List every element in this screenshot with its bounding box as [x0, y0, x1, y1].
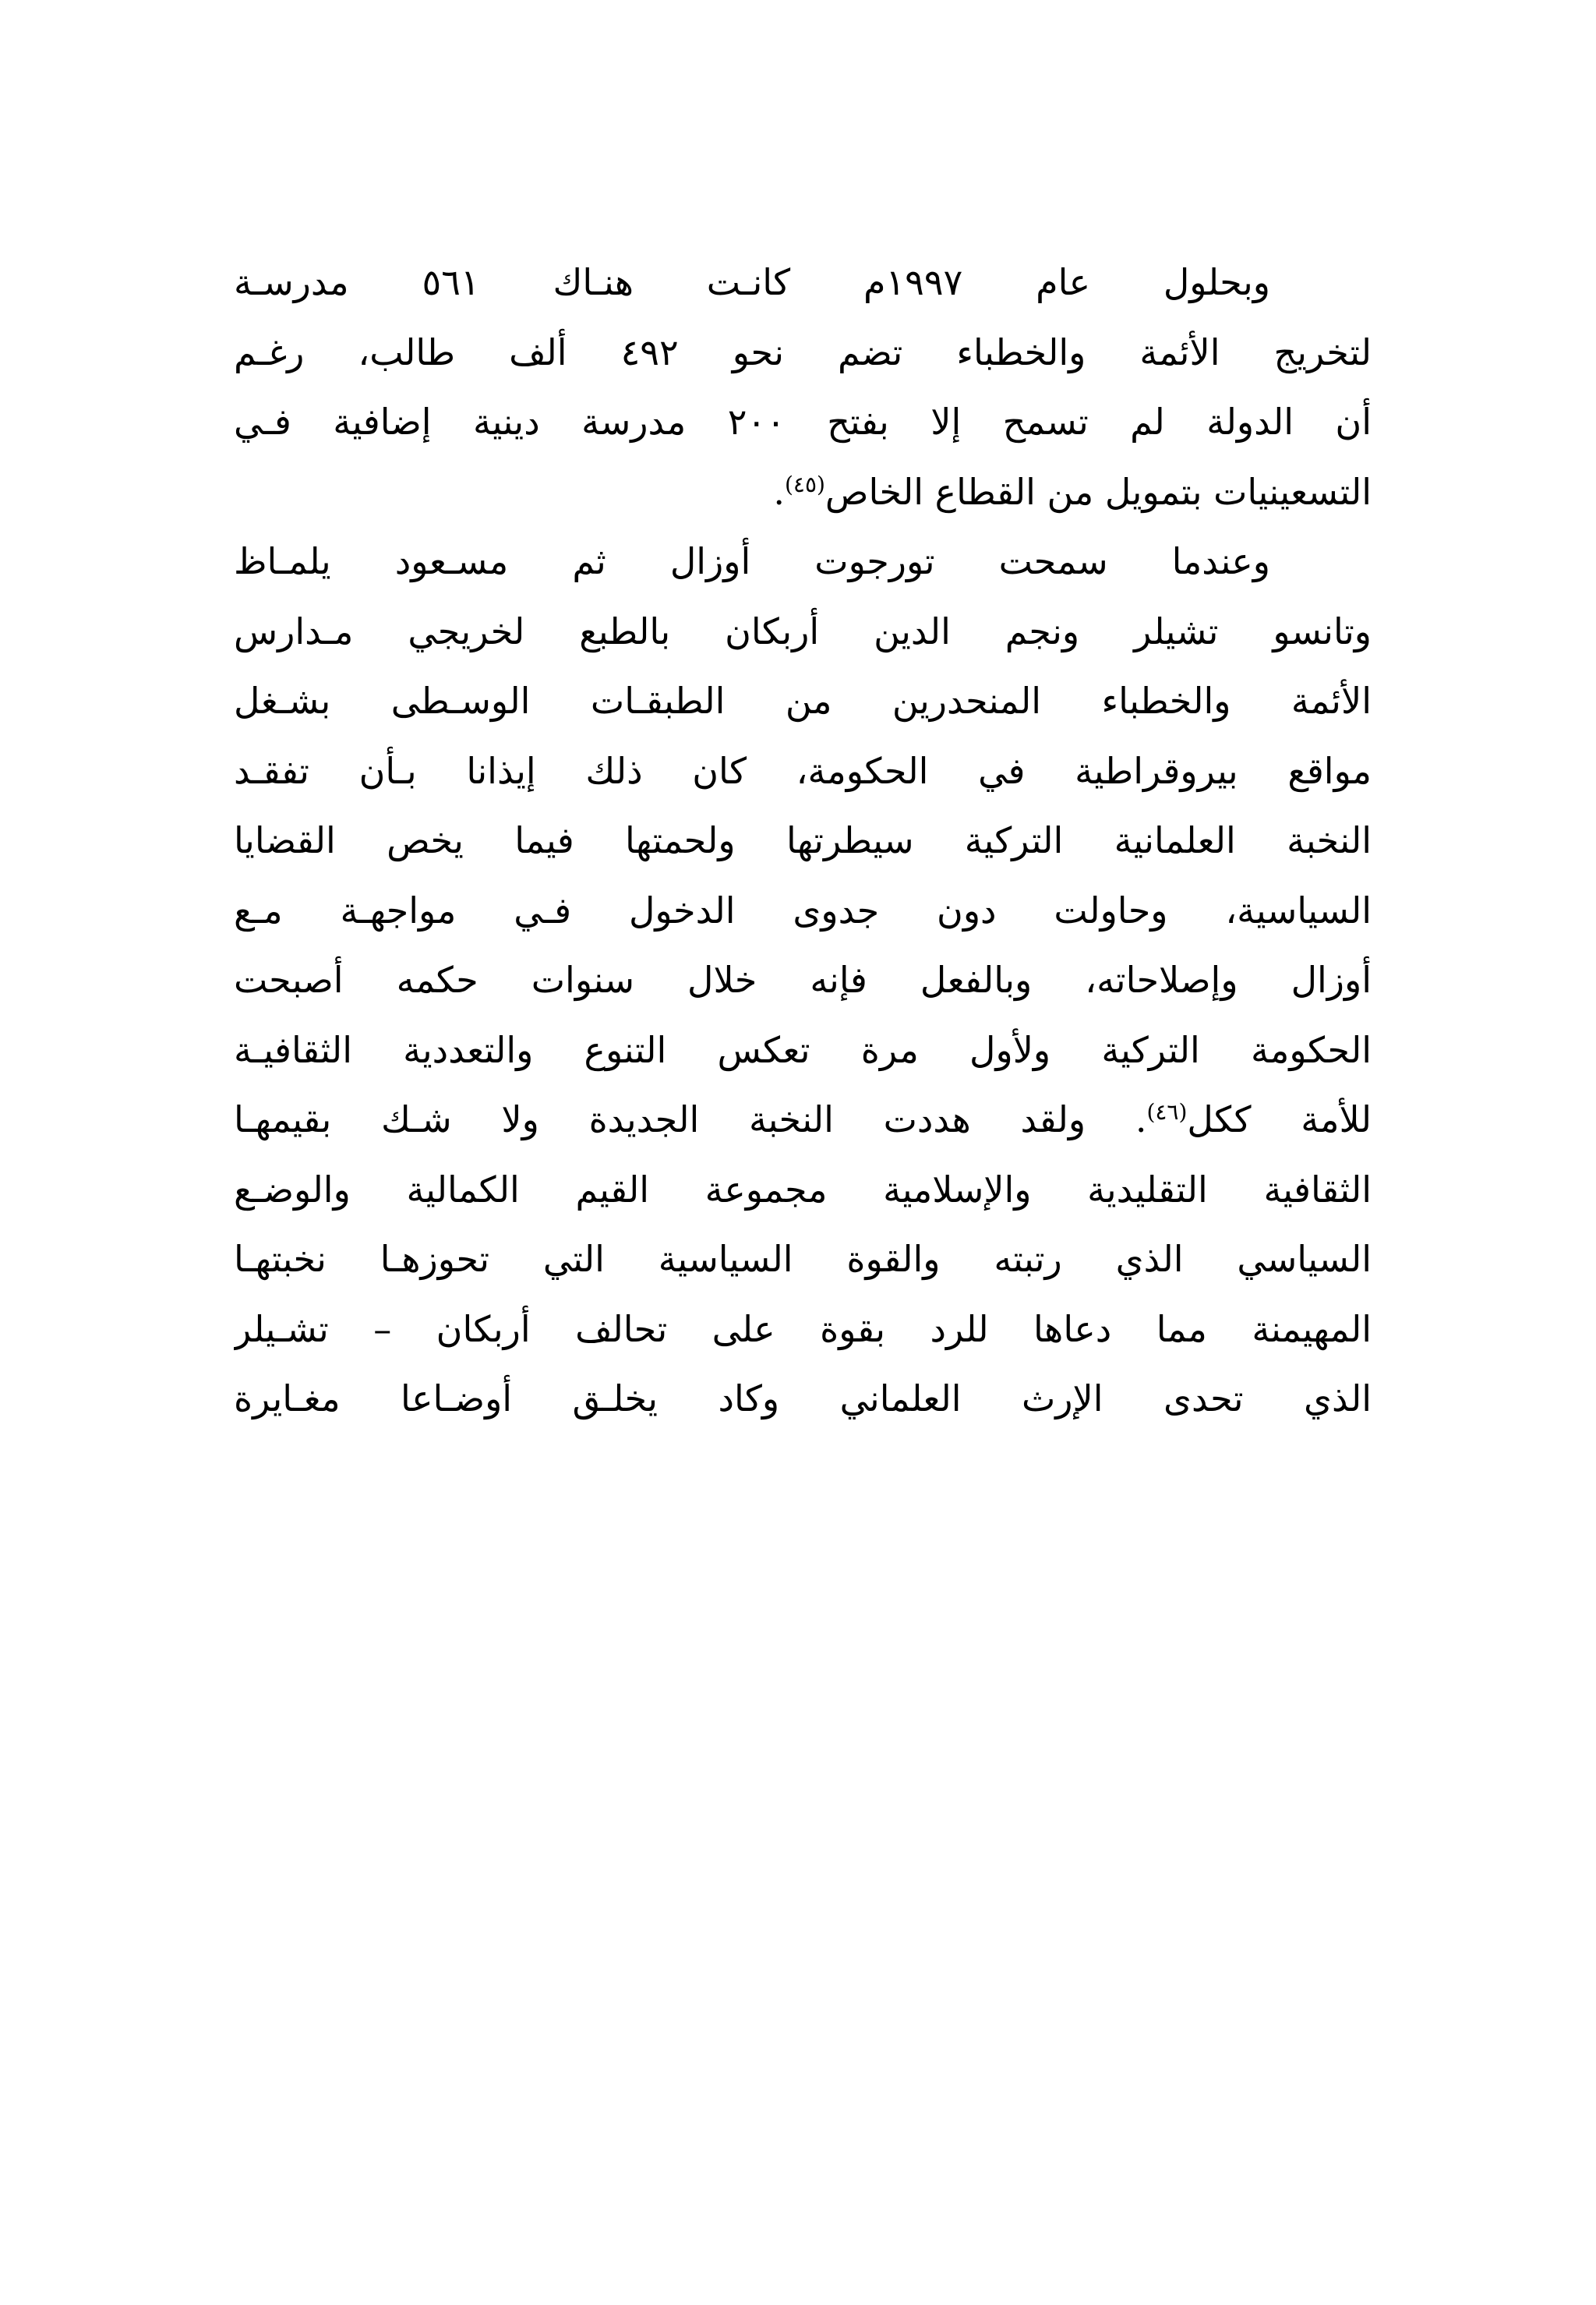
footnote-ref: (٤٦)	[1146, 1099, 1188, 1125]
line-text: أوزال وإصلاحاته، وبالفعل فإنه خلال سنوات حكمه أصبحت	[234, 959, 1372, 1001]
line-text: التسعينيات بتمويل من القطاع الخاص	[824, 470, 1372, 513]
text-line	[234, 1016, 1372, 1086]
footnote-ref: (٤٥)	[784, 471, 825, 497]
line-text: السياسي الذي رتبته والقوة السياسية التي تحوزهـا نخبتهـا	[234, 1238, 1372, 1280]
line-text: للأمة ككل	[1187, 1098, 1372, 1140]
line-text-after: . ولقد هددت النخبة الجديدة ولا شـك بقيمهـا	[234, 1098, 1147, 1140]
text-line	[234, 527, 1372, 597]
line-text: أن الدولة لم تسمح إلا بفتح ٢٠٠ مدرسة دينية إضافية فـي	[234, 401, 1372, 443]
text-line	[234, 318, 1372, 388]
line-text: النخبة العلمانية التركية سيطرتها ولحمتها فيما يخص القضايا	[234, 819, 1372, 861]
text-line	[234, 1364, 1372, 1434]
text-line	[234, 806, 1372, 876]
text-line	[234, 387, 1372, 458]
text-line	[234, 666, 1372, 737]
text-line	[234, 597, 1372, 667]
line-text: لتخريج الأئمة والخطباء تضم نحو ٤٩٢ ألف طالب، رغـم	[234, 331, 1372, 373]
text-line	[234, 1085, 1372, 1155]
line-text: وعندما سمحت تورجوت أوزال ثم مسـعود يلمـاظ	[234, 540, 1270, 582]
line-text: السياسية، وحاولت دون جدوى الدخول فـي مواجهـة مـع	[234, 889, 1372, 932]
text-line	[234, 458, 1372, 528]
line-text: المهيمنة مما دعاها للرد بقوة على تحالف أربكان – تشـيلر	[234, 1307, 1372, 1350]
line-text: الذي تحدى الإرث العلماني وكاد يخلـق أوضـاعا مغـايرة	[234, 1377, 1372, 1419]
line-text: وتانسو تشيلر ونجم الدين أربكان بالطبع لخريجي مـدارس	[234, 610, 1372, 652]
text-line	[234, 876, 1372, 946]
text-line	[234, 737, 1372, 807]
line-text-after: .	[773, 470, 785, 513]
text-line	[234, 946, 1372, 1016]
text-line	[234, 1155, 1372, 1225]
line-text: مواقع بيروقراطية في الحكومة، كان ذلك إيذانا بـأن تفقـد	[234, 749, 1372, 792]
body-text	[234, 248, 1372, 1434]
line-text: الثقافية التقليدية والإسلامية مجموعة القيم الكمالية والوضـع	[234, 1168, 1372, 1211]
line-text: وبحلول عام ١٩٩٧م كانـت هنـاك ٥٦١ مدرسـة	[234, 261, 1270, 303]
text-line	[234, 248, 1372, 318]
text-line	[234, 1225, 1372, 1295]
text-line	[234, 1295, 1372, 1365]
line-text: الأئمة والخطباء المنحدرين من الطبقـات الوسـطى بشـغل	[234, 680, 1372, 722]
line-text: الحكومة التركية ولأول مرة تعكس التنوع والتعددية الثقافيـة	[234, 1028, 1372, 1071]
